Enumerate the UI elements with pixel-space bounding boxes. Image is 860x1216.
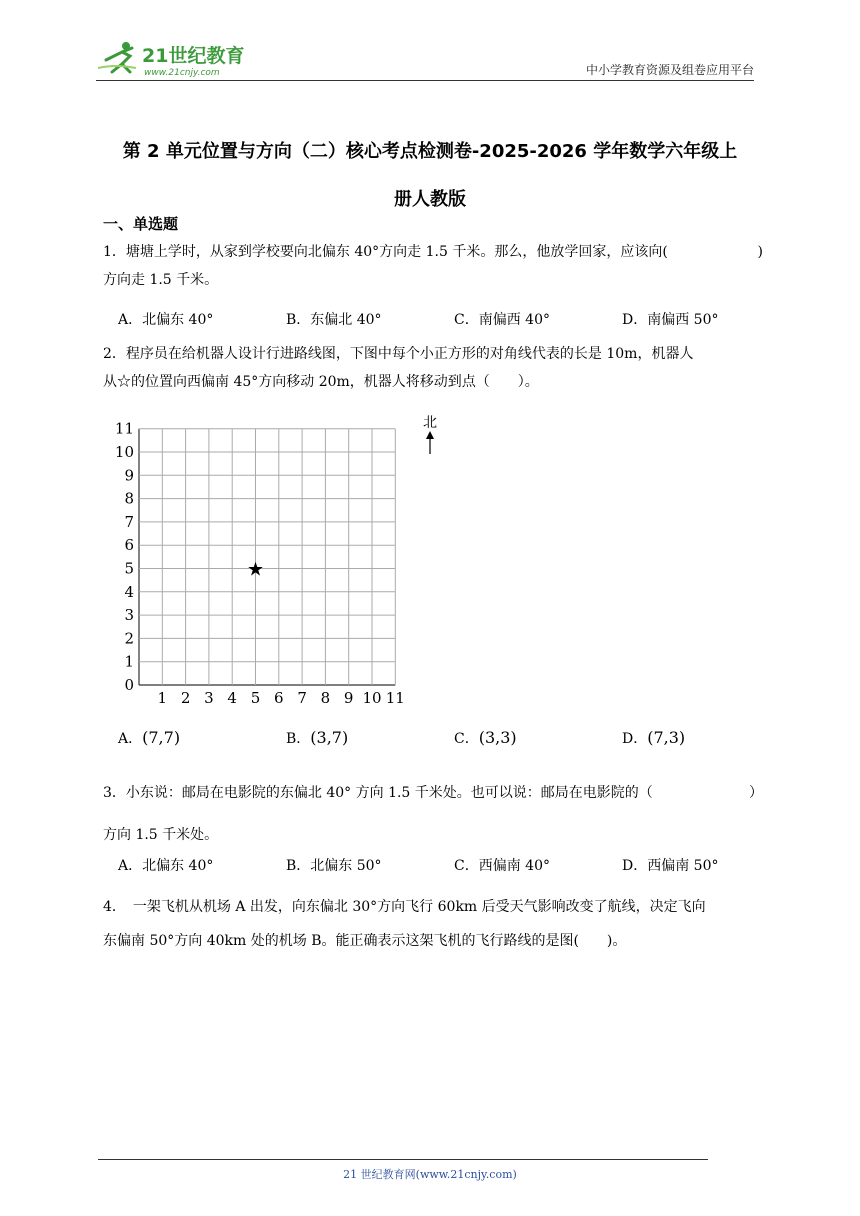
platform-label: 中小学教育资源及组卷应用平台	[585, 63, 754, 77]
footer-divider	[98, 1159, 708, 1160]
y-tick-label: 11	[115, 419, 134, 438]
question-1	[103, 238, 763, 294]
q2-line-2: 从☆的位置向西偏南 45°方向移动 20m，机器人将移动到点（ ）。	[103, 374, 539, 390]
north-arrow-icon	[426, 431, 434, 439]
title-line-1: 第 2 单元位置与方向（二）核心考点检测卷-2025-2026 学年数学六年级上	[122, 141, 738, 162]
x-tick-label: 8	[320, 689, 331, 707]
title-line-2: 册人教版	[394, 189, 466, 210]
q2-line-1: 2．程序员在给机器人设计行进路线图，下图中每个小正方形的对角线代表的长是 10m，机器人	[103, 346, 694, 362]
coordinate-grid	[115, 410, 455, 710]
y-tick-label: 10	[115, 443, 134, 461]
q2-option-c[interactable]	[454, 728, 517, 748]
q2-option-b[interactable]	[286, 728, 348, 748]
q1-line-1: 1．塘塘上学时，从家到学校要向北偏东 40°方向走 1.5 千米。那么，他放学回家，应该向(	[103, 244, 668, 260]
q3-option-d[interactable]: D．西偏南 50°	[622, 858, 719, 874]
footer-text: 21 世纪教育网(www.21cnjy.com)	[343, 1168, 517, 1181]
x-tick-label: 5	[250, 689, 261, 707]
q3-option-a[interactable]: A．北偏东 40°	[118, 858, 214, 874]
q4-line-2: 东偏南 50°方向 40km 处的机场 B。能正确表示这架飞机的飞行路线的是图( )。	[103, 933, 627, 949]
q3-option-c[interactable]: C．西偏南 40°	[454, 858, 550, 874]
q2-option-b-value: (3,7)	[310, 728, 349, 747]
x-tick-label: 2	[180, 689, 191, 707]
q2-option-b-prefix: B．	[286, 731, 311, 747]
q2-option-a-value: (7,7)	[142, 728, 181, 747]
y-tick-label: 8	[124, 489, 134, 508]
question-2	[103, 340, 763, 396]
x-tick-label: 1	[157, 689, 168, 707]
q3-option-b[interactable]: B．北偏东 50°	[286, 858, 382, 874]
x-tick-label: 4	[227, 689, 237, 707]
question-3	[103, 772, 763, 856]
q1-option-d[interactable]: D．南偏西 50°	[622, 312, 719, 328]
q2-option-d[interactable]	[622, 728, 685, 748]
x-tick-label: 9	[343, 689, 354, 707]
q3-line-1: 3．小东说：邮局在电影院的东偏北 40° 方向 1.5 千米处。也可以说：邮局在电影院的（	[103, 785, 653, 801]
q2-option-d-value: (7,3)	[647, 728, 686, 747]
q2-option-a-prefix: A．	[118, 731, 143, 747]
logo	[96, 38, 266, 80]
q1-option-b[interactable]: B．东偏北 40°	[286, 312, 382, 328]
q3-line-2: 方向 1.5 千米处。	[103, 827, 219, 843]
q1-line-2: 方向走 1.5 千米。	[103, 272, 219, 288]
x-tick-label: 6	[274, 689, 284, 707]
q2-option-d-prefix: D．	[622, 731, 648, 747]
q1-option-c[interactable]: C．南偏西 40°	[454, 312, 550, 328]
y-tick-label: 9	[124, 466, 134, 485]
x-tick-label: 3	[204, 689, 214, 707]
y-tick-label: 2	[124, 629, 134, 648]
y-tick-label: 6	[124, 536, 134, 555]
y-tick-label: 0	[124, 676, 134, 694]
y-tick-label: 5	[124, 559, 134, 578]
y-tick-label: 1	[124, 652, 134, 671]
y-tick-label: 7	[124, 512, 134, 531]
y-tick-label: 4	[124, 582, 134, 601]
star-marker: ★	[246, 558, 265, 581]
x-tick-label: 11	[385, 689, 405, 707]
q1-line-1-end: )	[757, 244, 763, 260]
q3-line-1-end: ）	[749, 785, 763, 801]
q2-option-a[interactable]	[118, 728, 180, 748]
grid-svg	[115, 410, 455, 710]
question-4	[103, 890, 763, 958]
logo-url-text: www.21cnjy.com	[144, 68, 220, 78]
runner-icon	[98, 42, 136, 72]
q4-line-1: 4． 一架飞机从机场 A 出发，向东偏北 30°方向飞行 60km 后受天气影响改变了航线，决定飞向	[103, 899, 706, 915]
section-heading: 一、单选题	[103, 215, 179, 233]
q1-option-a[interactable]: A．北偏东 40°	[118, 312, 214, 328]
x-tick-label: 10	[362, 689, 382, 707]
logo-main-text: 21世纪教育	[142, 45, 245, 67]
q2-option-c-value: (3,3)	[478, 728, 517, 747]
q2-option-c-prefix: C．	[454, 731, 479, 747]
header-divider	[96, 80, 754, 81]
page-title	[96, 128, 764, 224]
north-label: 北	[423, 415, 437, 431]
x-tick-label: 7	[297, 689, 307, 707]
y-tick-label: 3	[124, 606, 134, 625]
